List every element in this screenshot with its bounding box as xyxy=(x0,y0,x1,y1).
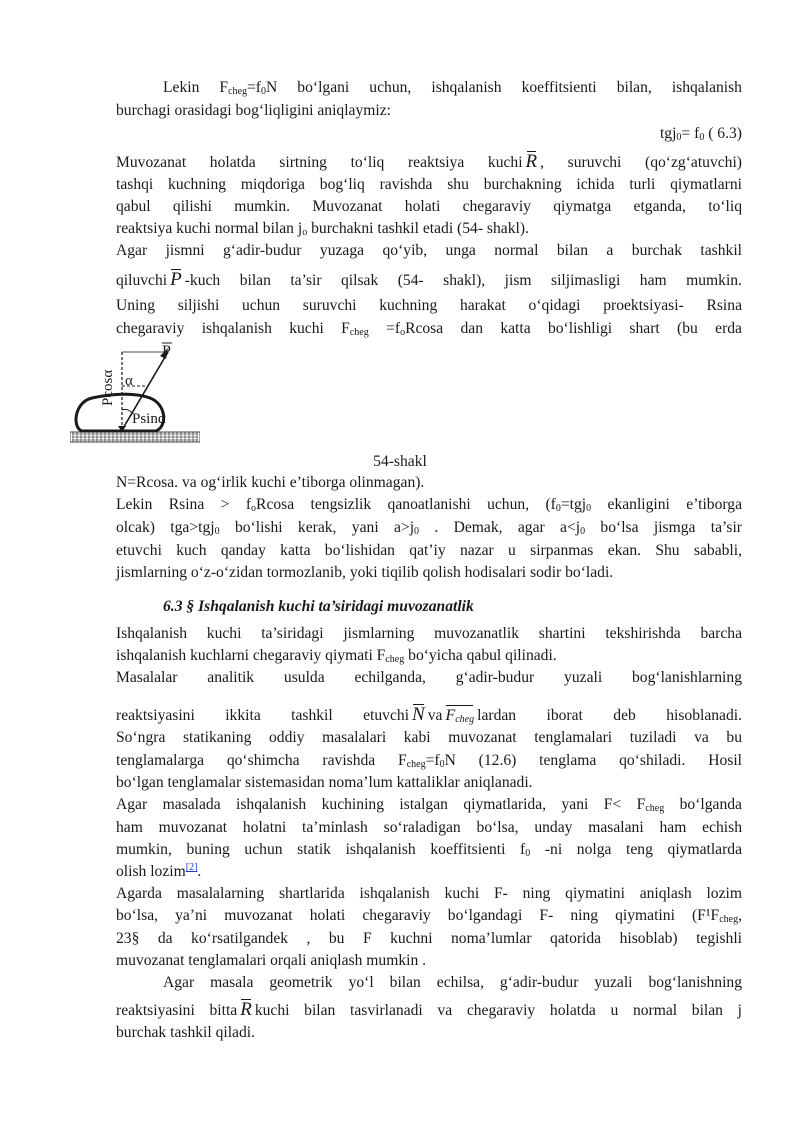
vector-f-cheg: $F_{cheg}$ xyxy=(442,706,477,726)
paragraph-line: bo‘lgan tenglamalar sistemasidan noma’lum kattaliklar aniqlanadi. xyxy=(116,774,533,791)
paragraph-line: Uning siljishi uchun suruvchi kuchning harakat o‘qidagi proektsiyasi- Rsina xyxy=(116,297,742,314)
paragraph-line: Lekin $Rsina > f_oRcosa$ tengsizlik qanoatlanishi uchun, ($f_0=tgj_0$ ekanligini e’tiborga xyxy=(116,496,742,514)
paragraph-line: muvozanat tenglamalari orqali aniqlash mumkin . xyxy=(116,952,427,969)
paragraph-line: olish lozim[2]. xyxy=(116,862,202,880)
paragraph-line: N=Rcosa. va og‘irlik kuchi e’tiborga olinmagan). xyxy=(116,474,425,491)
section-heading: 6.3 § Ishqalanish kuchi ta’siridagi muvozanatlik xyxy=(163,598,474,615)
paragraph-line: qiluvchi P -kuch bilan ta’sir qilsak (54- shakl), jism siljimasligi ham mumkin. xyxy=(116,269,742,290)
label-pcos: Pcosα xyxy=(100,369,116,406)
paragraph-line: Agarda masalalarning shartlarida ishqalanish kuchi F- ning qiymatini aniqlash lozim xyxy=(116,885,742,902)
paragraph-line: So‘ngra statikaning oddiy masalalari kabi muvozanat tenglamalari tuziladi va bu xyxy=(116,729,742,746)
label-psin: Psinα xyxy=(132,411,166,427)
paragraph-line: olcak) tga>tgj$_0$ bo‘lishi kerak, yani $a>j_0$ . Demak, agar $a<j_0$ bo‘lsa jismga ta’sir xyxy=(116,519,742,537)
paragraph-line: reaktsiya kuchi normal bilan $j_o$ burchakni tashkil etadi (54- shakl). xyxy=(116,220,529,238)
paragraph-line: bo‘lsa, ya’ni muvozanat holati chegaraviy bo‘lgandagi F- ning qiymatini ($F^1F_{cheg}$, xyxy=(116,907,742,925)
paragraph-line: etuvchi kuch qanday katta bo‘lishidan qat’iy nazar u sirpanmas ekan. Shu sababli, xyxy=(116,542,742,559)
paragraph-line: Masalalar analitik usulda echilganda, g‘adir-budur yuzali bog‘lanishlarning xyxy=(116,669,742,686)
vector-n: N xyxy=(409,705,428,725)
paragraph-line: reaktsiyasini bitta R kuchi bilan tasvirlanadi va chegaraviy holatda u normal bilan j xyxy=(116,999,742,1020)
paragraph-line: Agar jismni g‘adir-budur yuzaga qo‘yib, unga normal bilan a burchak tashkil xyxy=(116,242,742,259)
paragraph-line: Lekin $F_{cheg}=f_0N$ bo‘lgani uchun, ishqalanish koeffitsienti bilan, ishqalanish xyxy=(163,79,742,97)
paragraph-line: reaktsiyasini ikkita tashkil etuvchi N va $F_{cheg}$ lardan iborat deb hisoblanadi. xyxy=(116,704,742,725)
paragraph-line: jismlarning o‘z-o‘zidan tormozlanib, yoki tiqilib qolish hodisalari sodir bo‘ladi. xyxy=(116,564,614,581)
vector-r: R xyxy=(523,152,541,172)
label-p: P xyxy=(162,343,171,360)
paragraph-line: tenglamalarga qo‘shimcha ravishda $F_{cheg}=f_0N$ (12.6) tenglama qo‘shiladi. Hosil xyxy=(116,752,742,770)
figure-caption: 54-shakl xyxy=(373,453,427,470)
vector-p: P xyxy=(167,270,185,290)
label-alpha: α xyxy=(125,373,133,389)
paragraph-line: Ishqalanish kuchi ta’siridagi jismlarning muvozanatlik shartini tekshirishda barcha xyxy=(116,625,742,642)
figure-54-diagram xyxy=(70,338,200,448)
paragraph-line: qabul qilishi mumkin. Muvozanat holati chegaraviy qiymatga etganda, to‘liq xyxy=(116,198,742,215)
paragraph-line: Agar masalada ishqalanish kuchining istalgan qiymatlarida, yani $F< F_{cheg}$ bo‘lganda xyxy=(116,796,742,814)
paragraph-line: mumkin, buning uchun statik ishqalanish koeffitsienti $f_0$ -ni nolga teng qiymatlarda xyxy=(116,841,742,859)
paragraph-line: ishqalanish kuchlarni chegaraviy qiymati $F_{cheg}$ bo‘yicha qabul qilinadi. xyxy=(116,647,557,665)
paragraph-line: Muvozanat holatda sirtning to‘liq reaktsiya kuchi R , suruvchi (qo‘zg‘atuvchi) xyxy=(116,151,742,172)
paragraph-line: burchak tashkil qiladi. xyxy=(116,1024,256,1041)
vector-r: R xyxy=(237,1000,255,1020)
paragraph-line: burchagi orasidagi bog‘liqligini aniqlaymiz: xyxy=(116,102,391,119)
equation-6-3: $tgj_0= f_0$ ( 6.3) xyxy=(659,125,742,143)
paragraph-line: ham muvozanat holatni ta’minlash so‘raladigan bo‘lsa, unday masalani ham echish xyxy=(116,819,742,836)
paragraph-line: tashqi kuchning miqdoriga bog‘liq ravishda shu burchakning ichida turli qiymatlarni xyxy=(116,176,742,193)
paragraph-line: chegaraviy ishqalanish kuchi $F_{cheg} =f_oRcosa$ dan katta bo‘lishligi shart (bu erda xyxy=(116,320,742,338)
paragraph-line: Agar masala geometrik yo‘l bilan echilsa, g‘adir-budur yuzali bog‘lanishning xyxy=(163,974,742,991)
footnote-link[interactable]: [2] xyxy=(185,862,198,873)
paragraph-line: 23§ da ko‘rsatilgandek , bu F kuchni noma’lumlar qatorida hisoblab) tegishli xyxy=(116,930,742,947)
